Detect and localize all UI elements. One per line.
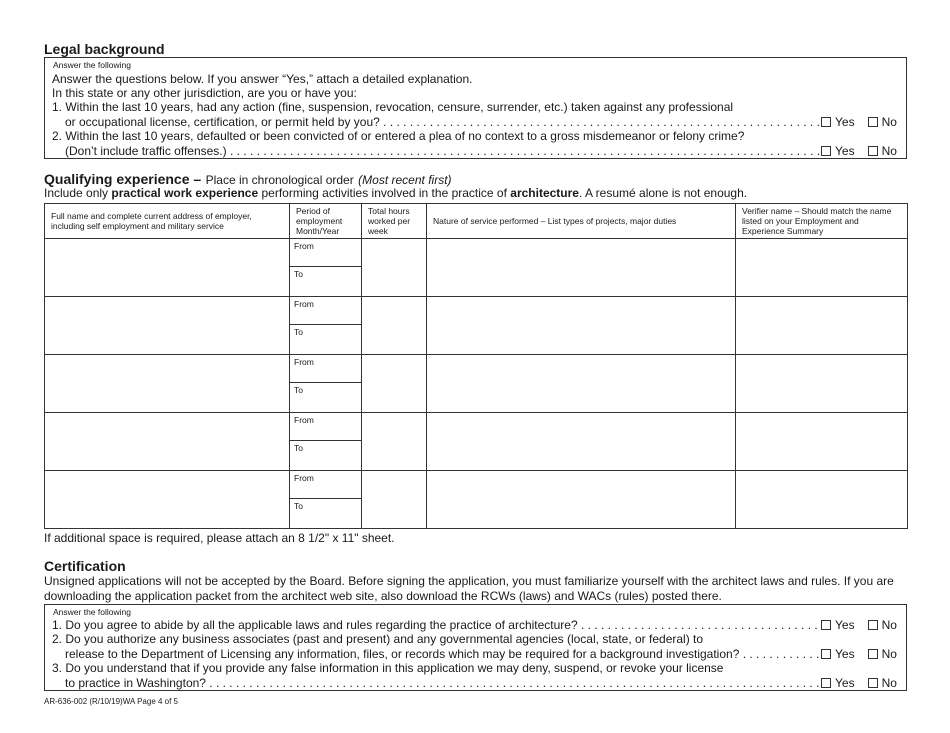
legal-background-box [44,57,907,159]
table-row [45,297,908,355]
legal-q1-line1: 1. Within the last 10 years, had any action (fine, suspension, revocation, censure, surrender, etc.) taken against any professional [52,100,734,114]
cert-q1: 1. Do you agree to abide by all the applicable laws and rules regarding the practice of architecture? . . . [52,618,845,632]
experience-table [44,203,908,529]
legal-q1-yes-no [819,115,897,129]
legal-q2-line1: 2. Within the last 10 years, defaulted or been convicted of or entered a plea of no context to a gross misdemeanor or felony crime? [52,129,745,143]
cert-q2-no-checkbox[interactable] [868,649,878,659]
legal-q2-no-checkbox[interactable] [868,146,878,156]
no-label: No [881,676,897,690]
cert-q1-yes-checkbox[interactable] [821,620,831,630]
certification-answer-label: Answer the following [53,607,131,617]
cert-q2-line2: release to the Department of Licensing any information, files, or records which may be required for a background investigation? . . . [65,647,845,661]
table-row [45,471,908,529]
employer-cell[interactable] [45,239,290,297]
yes-label: Yes [835,618,855,632]
employer-cell[interactable] [45,471,290,529]
yes-label: Yes [835,144,855,158]
verifier-cell[interactable] [736,355,908,413]
legal-q2-yes-checkbox[interactable] [821,146,831,156]
certification-title: Certification [44,558,126,574]
cert-q3-no-checkbox[interactable] [868,678,878,688]
period-cell [290,297,362,355]
no-label: No [881,647,897,661]
from-field[interactable]: From [290,297,361,325]
qualifying-title: Qualifying experience – [44,171,202,187]
cert-q3-yes-checkbox[interactable] [821,678,831,688]
legal-q1-yes-checkbox[interactable] [821,117,831,127]
employer-cell[interactable] [45,355,290,413]
period-cell [290,239,362,297]
nature-cell[interactable] [427,413,736,471]
qualifying-include-note: Include only practical work experience performing activities involved in the practice of architecture. A resumé alone is not enough. [44,186,748,200]
from-field[interactable]: From [290,239,361,267]
hours-cell[interactable] [362,355,427,413]
legal-q2-yes-no [819,144,897,158]
period-cell [290,413,362,471]
hours-cell[interactable] [362,413,427,471]
certification-intro-2: downloading the application packet from the architect web site, also download the RCWs (laws) and WACs (rules) posted there. [44,589,722,603]
cert-q3-line1: 3. Do you understand that if you provide any false information in this application we may deny, suspend, or revoke your license [52,661,724,675]
col-nature: Nature of service performed – List types of projects, major duties [427,204,736,239]
nature-cell[interactable] [427,297,736,355]
cert-q1-yes-no [819,618,897,632]
to-field[interactable]: To [294,385,303,395]
from-field[interactable]: From [290,471,361,499]
from-field[interactable]: From [290,413,361,441]
legal-intro-2: In this state or any other jurisdiction, are you or have you: [52,86,357,100]
cert-q1-no-checkbox[interactable] [868,620,878,630]
verifier-cell[interactable] [736,297,908,355]
nature-cell[interactable] [427,471,736,529]
form-footer: AR-636-002 (R/10/19)WA Page 4 of 5 [44,697,178,706]
to-field[interactable]: To [294,327,303,337]
nature-cell[interactable] [427,239,736,297]
to-field[interactable]: To [294,269,303,279]
qualifying-subtitle: Place in chronological order [205,173,354,187]
cert-q2-yes-checkbox[interactable] [821,649,831,659]
cert-q2-yes-no [819,647,897,661]
employer-cell[interactable] [45,413,290,471]
no-label: No [881,144,897,158]
no-label: No [881,618,897,632]
col-employer: Full name and complete current address of employer, including self employment and military service [45,204,290,239]
hours-cell[interactable] [362,239,427,297]
hours-cell[interactable] [362,297,427,355]
certification-intro-1: Unsigned applications will not be accepted by the Board. Before signing the application, you must familiarize yourself with the architect laws and rules. If you are [44,574,894,588]
cert-q2-line1: 2. Do you authorize any business associates (past and present) and any governmental agencies (local, state, or federal) to [52,632,704,646]
table-row [45,413,908,471]
col-verifier: Verifier name – Should match the name listed on your Employment and Experience Summary [736,204,908,239]
yes-label: Yes [835,647,855,661]
verifier-cell[interactable] [736,471,908,529]
legal-intro-1: Answer the questions below. If you answer “Yes,” attach a detailed explanation. [52,72,473,86]
table-row [45,239,908,297]
legal-answer-label: Answer the following [53,60,131,70]
from-field[interactable]: From [290,355,361,383]
period-cell [290,471,362,529]
col-hours: Total hours worked per week [362,204,427,239]
no-label: No [881,115,897,129]
period-cell [290,355,362,413]
hours-cell[interactable] [362,471,427,529]
qualifying-subtitle-italic: (Most recent first) [358,173,452,187]
to-field[interactable]: To [294,443,303,453]
legal-q1-line2: or occupational license, certification, or permit held by you? . . . [65,115,845,129]
legal-background-title: Legal background [44,41,165,57]
to-field[interactable]: To [294,501,303,511]
cert-q3-line2: to practice in Washington? . . . [65,676,845,690]
yes-label: Yes [835,115,855,129]
col-period: Period of employment Month/Year [290,204,362,239]
table-row [45,355,908,413]
additional-space-note: If additional space is required, please attach an 8 1/2" x 11" sheet. [44,531,395,545]
nature-cell[interactable] [427,355,736,413]
yes-label: Yes [835,676,855,690]
employer-cell[interactable] [45,297,290,355]
legal-q1-no-checkbox[interactable] [868,117,878,127]
certification-box [44,604,907,691]
legal-q2-line2: (Don’t include traffic offenses.) . . . [65,144,845,158]
table-header-row [45,204,908,239]
verifier-cell[interactable] [736,413,908,471]
cert-q3-yes-no [819,676,897,690]
verifier-cell[interactable] [736,239,908,297]
